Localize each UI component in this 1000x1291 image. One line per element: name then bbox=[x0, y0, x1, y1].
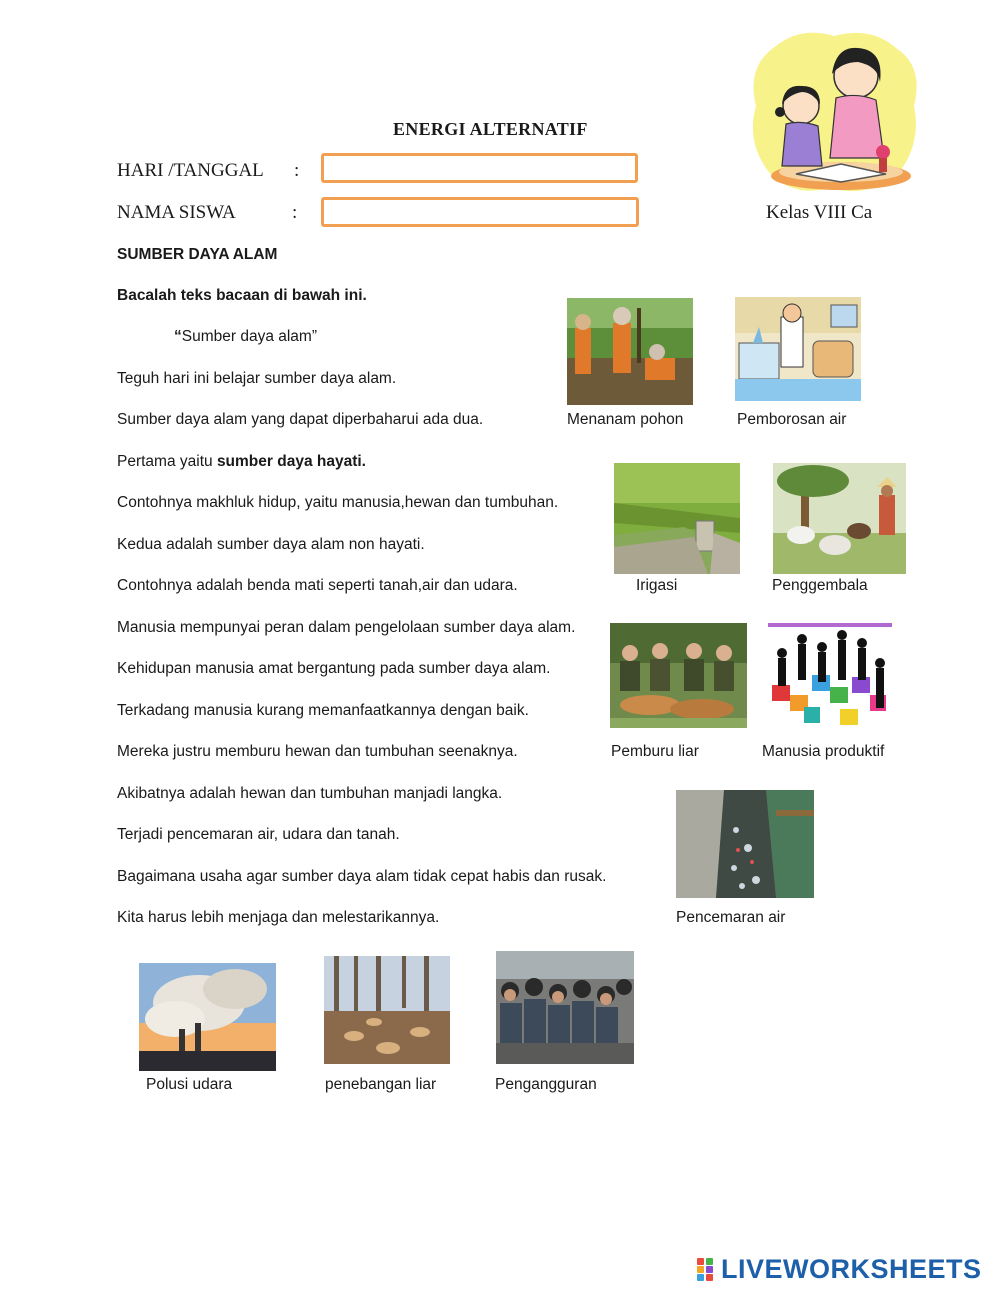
date-colon: : bbox=[294, 160, 300, 181]
illegal-logging-photo bbox=[324, 956, 450, 1064]
name-colon: : bbox=[292, 202, 298, 223]
caption-poacher: Pemburu liar bbox=[611, 743, 699, 760]
reading-line-prefix: Pertama yaitu bbox=[117, 453, 217, 470]
productive-people-illustration bbox=[768, 623, 892, 729]
caption-irrigation: Irigasi bbox=[636, 577, 678, 594]
reading-line: Manusia mempunyai peran dalam pengelolaan sumber daya alam. bbox=[117, 619, 576, 636]
name-answer-field[interactable] bbox=[321, 197, 639, 227]
reading-line: Kehidupan manusia amat bergantung pada sumber daya alam. bbox=[117, 660, 551, 677]
reading-line: Mereka justru memburu hewan dan tumbuhan seenaknya. bbox=[117, 743, 518, 760]
caption-water-wasting: Pemborosan air bbox=[737, 411, 847, 428]
reading-line: Teguh hari ini belajar sumber daya alam. bbox=[117, 370, 397, 387]
class-label: Kelas VIII Ca bbox=[766, 202, 873, 223]
reading-title bbox=[174, 328, 317, 346]
reading-line: Sumber daya alam yang dapat diperbaharui ada dua. bbox=[117, 411, 484, 428]
quote-mark: “ bbox=[174, 328, 182, 345]
reading-line: Terjadi pencemaran air, udara dan tanah. bbox=[117, 826, 400, 843]
caption-air-pollution: Polusi udara bbox=[146, 1076, 233, 1093]
tree-planting-photo bbox=[567, 298, 693, 405]
reading-line: Kita harus lebih menjaga dan melestarikannya. bbox=[117, 909, 440, 926]
unemployment-photo bbox=[496, 951, 634, 1064]
water-pollution-photo bbox=[676, 790, 814, 898]
name-label: NAMA SISWA bbox=[117, 202, 236, 223]
reading-title-text: Sumber daya alam” bbox=[181, 328, 318, 345]
reading-line: Kedua adalah sumber daya alam non hayati. bbox=[117, 536, 425, 553]
caption-tree-planting: Menanam pohon bbox=[567, 411, 684, 428]
caption-unemployment: Pengangguran bbox=[495, 1076, 597, 1093]
air-pollution-photo bbox=[139, 963, 276, 1071]
reading-line: Terkadang manusia kurang memanfaatkannya dengan baik. bbox=[117, 702, 529, 719]
herder-photo bbox=[773, 463, 906, 574]
brand-name: LIVEWORKSHEETS bbox=[721, 1254, 982, 1284]
liveworksheets-logo[interactable] bbox=[697, 1255, 993, 1285]
date-label: HARI /TANGGAL bbox=[117, 160, 264, 181]
caption-productive-people: Manusia produktif bbox=[762, 743, 885, 760]
caption-water-pollution: Pencemaran air bbox=[676, 909, 786, 926]
reading-line: Bagaimana usaha agar sumber daya alam tidak cepat habis dan rusak. bbox=[117, 868, 607, 885]
reading-line: Contohnya makhluk hidup, yaitu manusia,hewan dan tumbuhan. bbox=[117, 494, 559, 511]
date-answer-field[interactable] bbox=[321, 153, 638, 183]
reading-line-bold: sumber daya hayati. bbox=[216, 453, 366, 470]
reading-line: Akibatnya adalah hewan dan tumbuhan manjadi langka. bbox=[117, 785, 503, 802]
caption-illegal-logging: penebangan liar bbox=[325, 1076, 437, 1093]
section-title: SUMBER DAYA ALAM bbox=[117, 246, 278, 263]
caption-herder: Penggembala bbox=[772, 577, 868, 594]
poacher-photo bbox=[610, 623, 747, 728]
reading-line bbox=[117, 453, 366, 471]
worksheet-title: ENERGI ALTERNATIF bbox=[393, 119, 588, 139]
instruction-text: Bacalah teks bacaan di bawah ini. bbox=[117, 287, 367, 304]
reading-line: Contohnya adalah benda mati seperti tanah,air dan udara. bbox=[117, 577, 518, 594]
water-wasting-photo bbox=[735, 297, 861, 405]
mother-child-reading-illustration bbox=[746, 26, 922, 196]
irrigation-photo bbox=[614, 463, 740, 574]
